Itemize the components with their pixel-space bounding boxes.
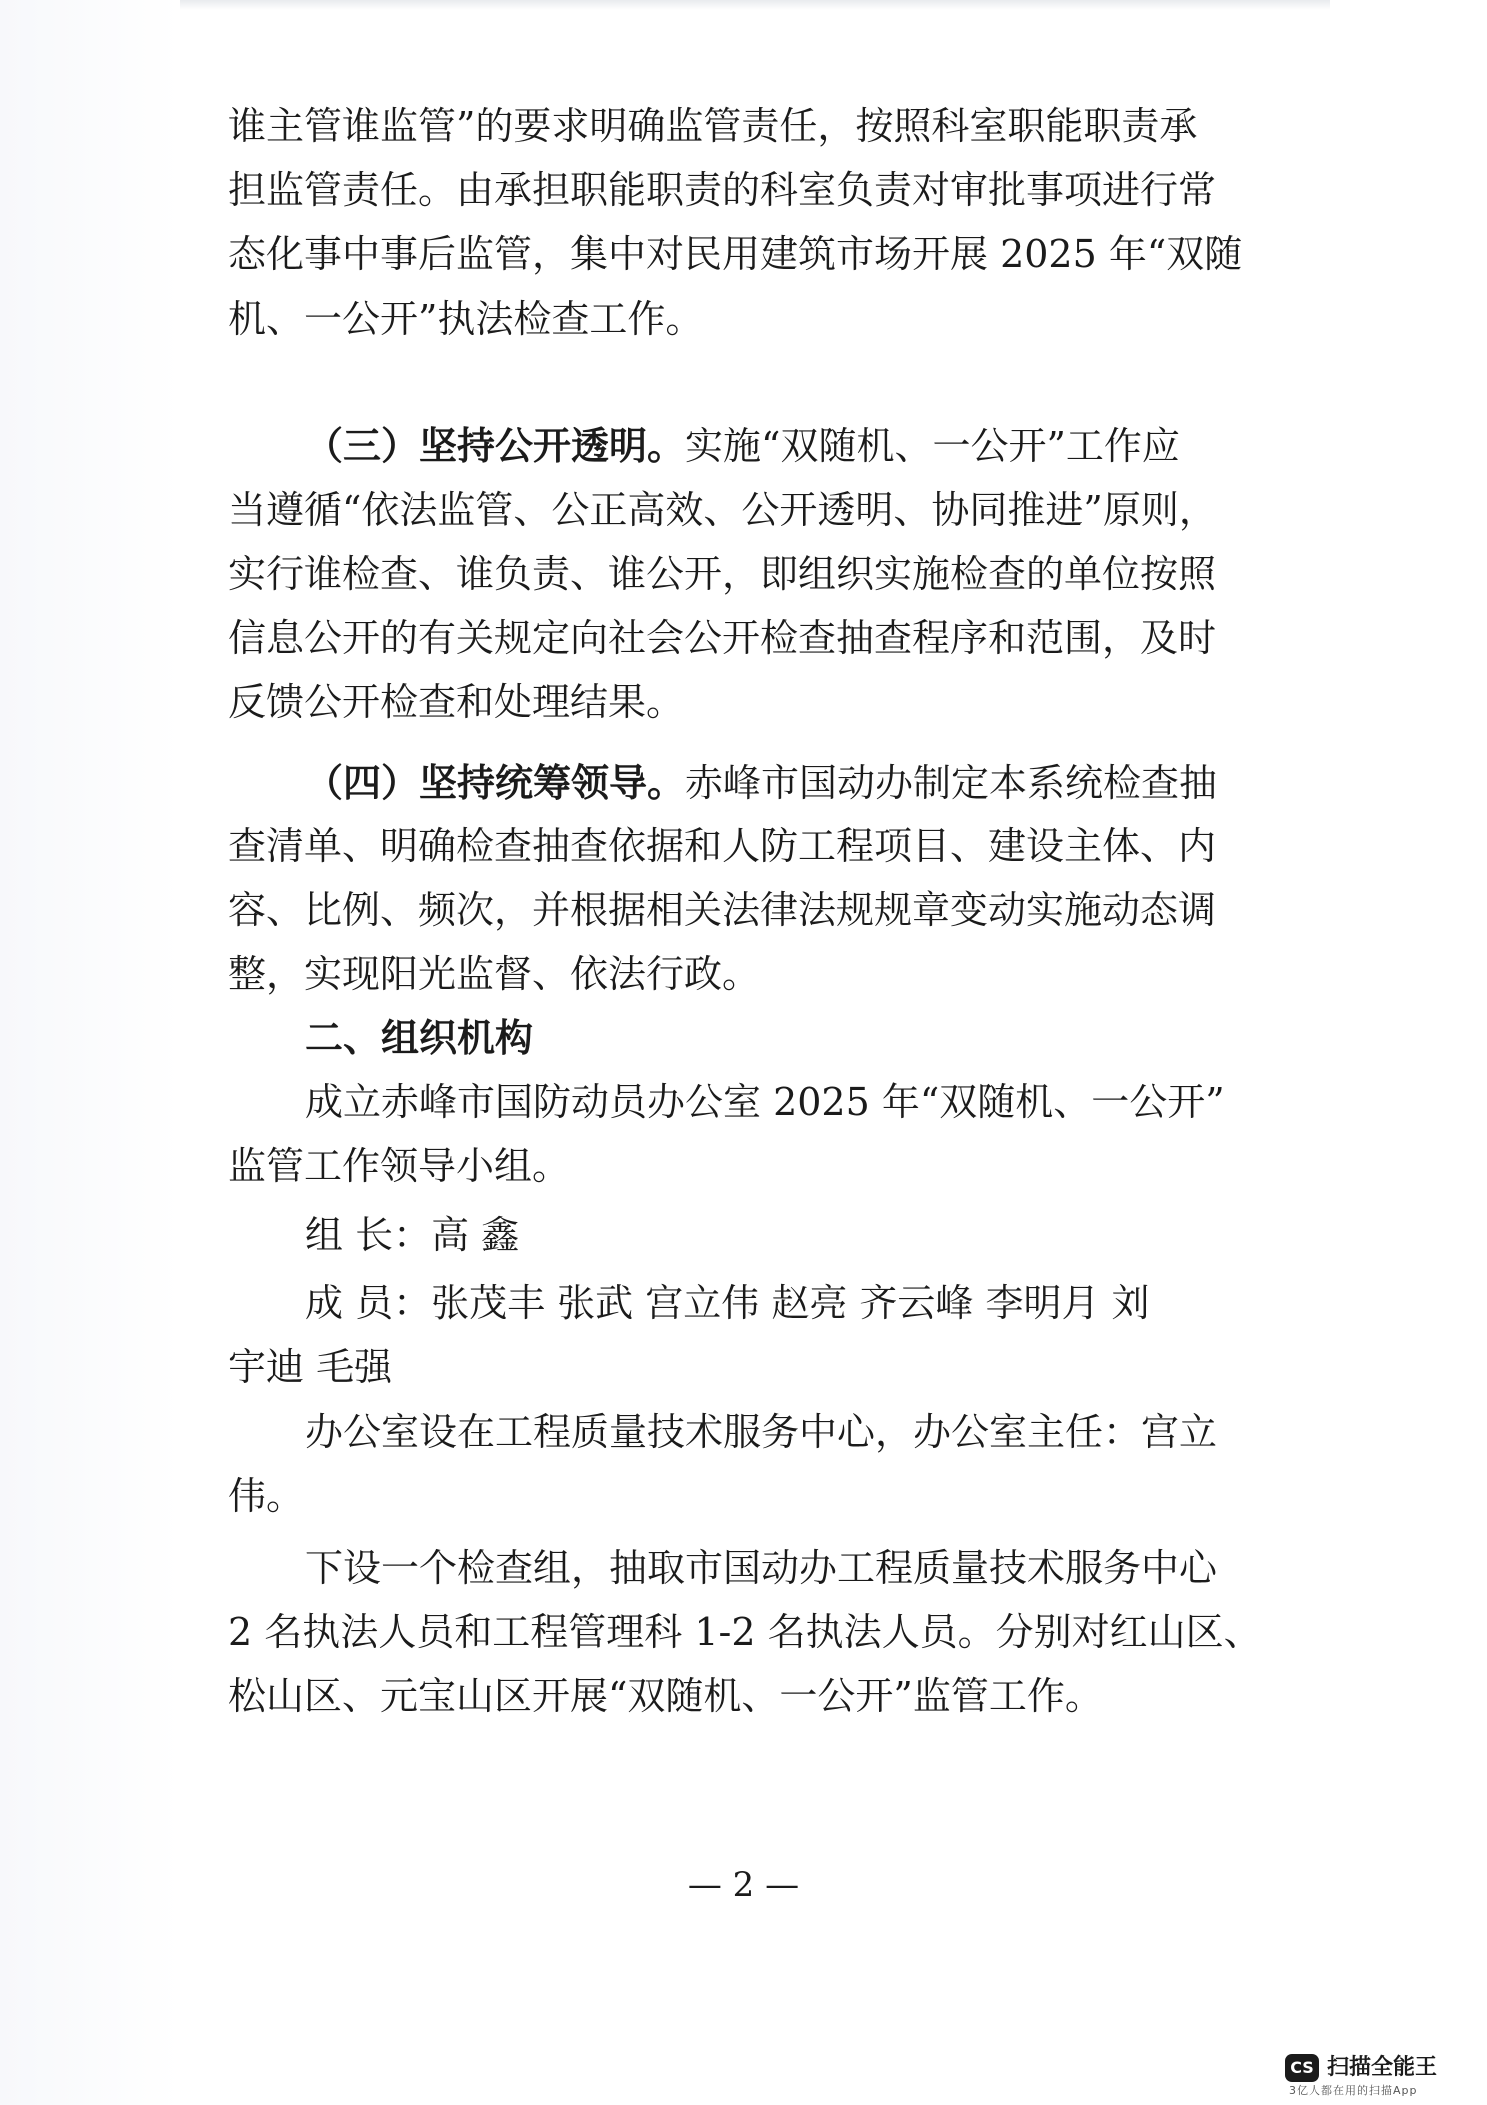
section-heading-3: （三）坚持公开透明。 [305, 424, 686, 468]
paragraph-line [305, 760, 1217, 806]
body-text: 赤峰市国动办制定本系统检查抽 [685, 761, 1218, 805]
members-line: 成 员：张茂丰 张武 宫立伟 赵亮 齐云峰 李明月 刘 [305, 1281, 1150, 1325]
body-line: 容、比例、频次，并根据相关法律法规规章变动实施动态调 [228, 888, 1217, 932]
camscanner-logo-icon: CS [1285, 2054, 1319, 2082]
paragraph-line [305, 423, 1180, 469]
body-line: 伟。 [228, 1474, 305, 1518]
section-heading-4: （四）坚持统筹领导。 [305, 761, 686, 805]
section-title: 二、组织机构 [305, 1016, 534, 1060]
body-line: 监管工作领导小组。 [228, 1144, 571, 1188]
scanner-watermark [1285, 2052, 1475, 2100]
body-line: 担监管责任。由承担职能职责的科室负责对审批事项进行常 [228, 168, 1217, 212]
body-line: 信息公开的有关规定向社会公开检查抽查程序和范围，及时 [228, 616, 1217, 660]
body-line: 下设一个检查组，抽取市国动办工程质量技术服务中心 [305, 1546, 1218, 1590]
body-line: 实行谁检查、谁负责、谁公开，即组织实施检查的单位按照 [228, 552, 1217, 596]
body-line: 态化事中事后监管，集中对民用建筑市场开展 2025 年“双随 [228, 232, 1243, 276]
body-line: 松山区、元宝山区开展“双随机、一公开”监管工作。 [228, 1674, 1103, 1718]
body-line: 整，实现阳光监督、依法行政。 [228, 952, 761, 996]
body-line: 2 名执法人员和工程管理科 1-2 名执法人员。分别对红山区、 [228, 1610, 1262, 1654]
body-line: 办公室设在工程质量技术服务中心，办公室主任：宫立 [305, 1410, 1218, 1454]
body-line: 当遵循“依法监管、公正高效、公开透明、协同推进”原则， [228, 488, 1217, 532]
body-line: 机、一公开”执法检查工作。 [228, 297, 704, 341]
watermark-tagline: 3亿人都在用的扫描App [1289, 2084, 1418, 2097]
watermark-app-name: 扫描全能王 [1327, 2055, 1438, 2080]
body-line: 谁主管谁监管”的要求明确监管责任，按照科室职能职责承 [228, 104, 1198, 148]
members-line-continued: 宇迪 毛强 [228, 1345, 393, 1389]
scan-shadow [0, 0, 180, 2105]
body-line: 反馈公开检查和处理结果。 [228, 680, 685, 724]
body-line: 成立赤峰市国防动员办公室 2025 年“双随机、一公开” [305, 1080, 1225, 1124]
body-line: 查清单、明确检查抽查依据和人防工程项目、建设主体、内 [228, 824, 1217, 868]
leader-line: 组 长：高 鑫 [305, 1213, 520, 1257]
body-text: 实施“双随机、一公开”工作应 [685, 424, 1180, 468]
page-number: — 2 — [687, 1865, 800, 1905]
scan-top-edge [180, 0, 1330, 10]
